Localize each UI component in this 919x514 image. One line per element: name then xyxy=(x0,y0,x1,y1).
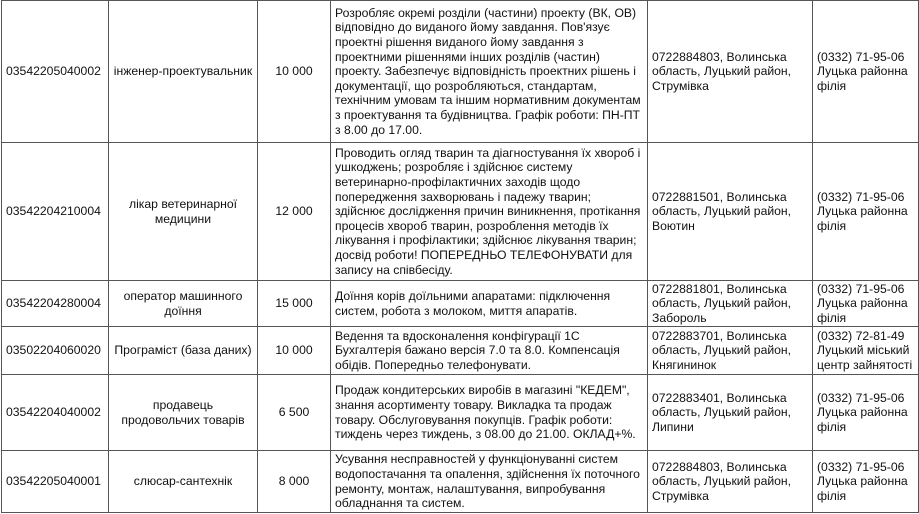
employer-location: 0722884803, Волинська область, Луцький район, Струмівка xyxy=(648,1,813,143)
employer-location: 0722884803, Волинська область, Луцький район, Струмівка xyxy=(648,451,813,513)
employer-location: 0722881501, Волинська область, Луцький район, Воютин xyxy=(648,143,813,281)
table-row xyxy=(2,451,919,513)
vacancies-table xyxy=(1,0,919,513)
employment-center-contact: (0332) 72-81-49 Луцький міський центр зайнятості xyxy=(813,327,919,375)
salary: 10 000 xyxy=(258,327,331,375)
employer-location: 0722883701, Волинська область, Луцький район, Княгининок xyxy=(648,327,813,375)
job-title: лікар ветеринарної медицини xyxy=(109,143,258,281)
salary: 12 000 xyxy=(258,143,331,281)
employment-center-contact: (0332) 71-95-06 Луцька районна філія xyxy=(813,451,919,513)
vacancy-code: 03542205040001 xyxy=(2,451,109,513)
job-description: Продаж кондитерських виробів в магазині "КЕДЕМ", знання асортименту товару. Викладка та продаж товару. Обслуговування покупців. Графік роботи: тиждень через тиждень, з 08.00 до 21.00. ОКЛАД+%. xyxy=(331,375,648,451)
job-title: продавець продовольчих товарів xyxy=(109,375,258,451)
employment-center-contact: (0332) 71-95-06 Луцька районна філія xyxy=(813,375,919,451)
salary: 8 000 xyxy=(258,451,331,513)
table-row xyxy=(2,375,919,451)
employer-location: 0722883401, Волинська область, Луцький район, Липини xyxy=(648,375,813,451)
salary: 15 000 xyxy=(258,281,331,327)
employment-center-contact: (0332) 71-95-06 Луцька районна філія xyxy=(813,1,919,143)
vacancy-code: 03542204280004 xyxy=(2,281,109,327)
job-title: Програміст (база даних) xyxy=(109,327,258,375)
table-row xyxy=(2,281,919,327)
job-title: оператор машинного доїння xyxy=(109,281,258,327)
job-description: Ведення та вдосконалення конфігурації 1С Бухгалтерія бажано версія 7.0 та 8.0. Компенсація обідів. Попередньо телефонувати. xyxy=(331,327,648,375)
job-description: Розробляє окремі розділи (частини) проекту (ВК, ОВ) відповідно до виданого йому завдання. Пов'язує проектні рішення виданого йому завдання з проектними рішеннями інших розділів (частин) проекту. Забезпечує відповідність проектних рішень і документації, що розробляються, стандартам, технічним умовам та іншим нормативним документам з проектування та будівництва. Графік роботи: ПН-ПТ з 8.00 до 17.00. xyxy=(331,1,648,143)
salary: 6 500 xyxy=(258,375,331,451)
job-description: Проводить огляд тварин та діагностування їх хвороб і ушкоджень; розробляє і здійснює систему ветеринарно-профілактичних заходів щодо попередження захворювань і падежу тварин; здійснює дослідження причин виникнення, протікання процесів хвороб тварин, розроблення методів їх лікування і профілактики; здійснює лікування тварин; досвід роботи! ПОПЕРЕДНЬО ТЕЛЕФОНУВАТИ для запису на співбесіду. xyxy=(331,143,648,281)
employment-center-contact: (0332) 71-95-06 Луцька районна філія xyxy=(813,143,919,281)
job-description: Доїння корів доїльними апаратами: підключення систем, робота з молоком, миття апаратів. xyxy=(331,281,648,327)
vacancy-code: 03502204060020 xyxy=(2,327,109,375)
job-title: слюсар-сантехнік xyxy=(109,451,258,513)
employer-location: 0722881801, Волинська область, Луцький район, Забороль xyxy=(648,281,813,327)
job-description: Усування несправностей у функціонуванні систем водопостачання та опалення, здійснення їх поточного ремонту, монтаж, налаштування, випробування обладнання та систем. xyxy=(331,451,648,513)
vacancy-code: 03542204210004 xyxy=(2,143,109,281)
vacancy-code: 03542205040002 xyxy=(2,1,109,143)
salary: 10 000 xyxy=(258,1,331,143)
employment-center-contact: (0332) 71-95-06 Луцька районна філія xyxy=(813,281,919,327)
table-row xyxy=(2,1,919,143)
table-row xyxy=(2,327,919,375)
job-title: інженер-проектувальник xyxy=(109,1,258,143)
vacancy-code: 03542204040002 xyxy=(2,375,109,451)
table-row xyxy=(2,143,919,281)
